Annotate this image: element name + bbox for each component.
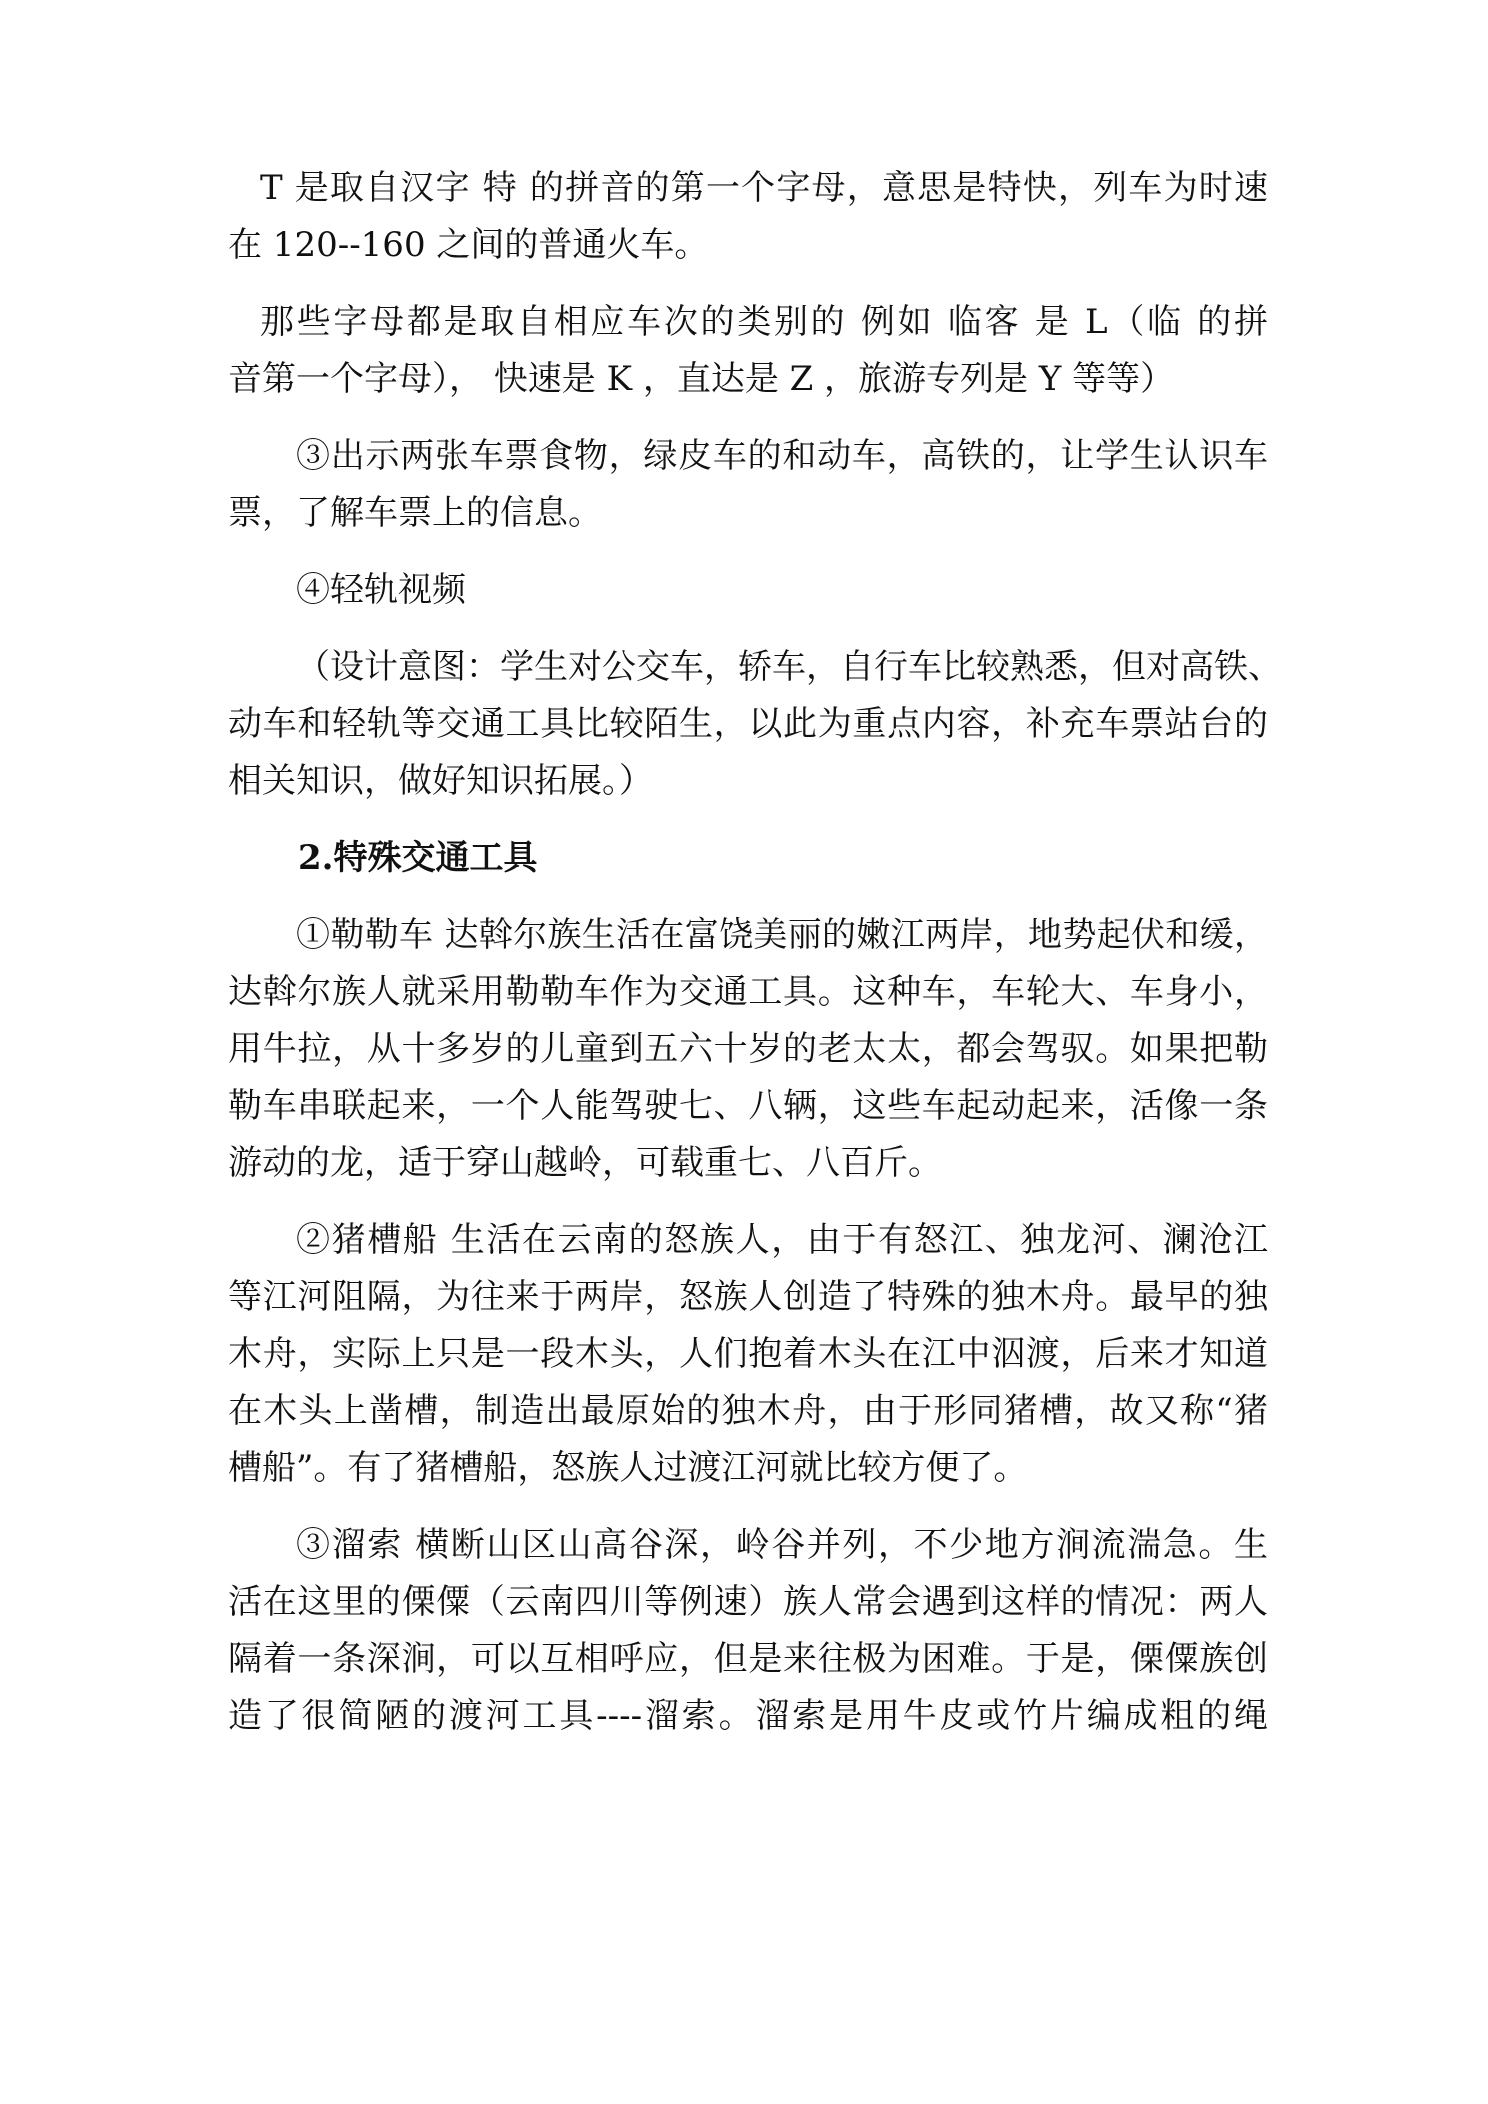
text-line: 相关知识，做好知识拓展。） bbox=[228, 761, 653, 801]
text-line: 木舟，实际上只是一段木头，人们抱着木头在江中泅渡，后来才知道 bbox=[228, 1334, 1268, 1374]
text-line: 隔着一条深涧，可以互相呼应，但是来往极为困难。于是，傈僳族创 bbox=[228, 1639, 1268, 1679]
text-line: 造了很简陋的渡河工具----溜索。溜索是用牛皮或竹片编成粗的绳 bbox=[228, 1696, 1268, 1736]
text-line: 勒车串联起来，一个人能驾驶七、八辆，这些车起动起来，活像一条 bbox=[228, 1086, 1268, 1126]
section-heading: 2.特殊交通工具 bbox=[298, 838, 538, 878]
text-line: ①勒勒车 达斡尔族生活在富饶美丽的嫩江两岸，地势起伏和缓， bbox=[296, 915, 1268, 955]
document-body bbox=[228, 160, 1282, 1745]
text-line: ③出示两张车票食物，绿皮车的和动车，高铁的，让学生认识车 bbox=[296, 436, 1268, 476]
text-line: 活在这里的傈僳（云南四川等例速）族人常会遇到这样的情况：两人 bbox=[228, 1582, 1268, 1622]
text-line: 在木头上凿槽，制造出最原始的独木舟，由于形同猪槽，故又称“猪 bbox=[228, 1391, 1268, 1431]
text-line: ③溜索 横断山区山高谷深，岭谷并列，不少地方涧流湍急。生 bbox=[296, 1525, 1268, 1565]
text-line: 槽船”。有了猪槽船，怒族人过渡江河就比较方便了。 bbox=[228, 1448, 1028, 1488]
text-line: 达斡尔族人就采用勒勒车作为交通工具。这种车，车轮大、车身小， bbox=[228, 972, 1268, 1012]
text-line: 用牛拉，从十多岁的儿童到五六十岁的老太太，都会驾驭。如果把勒 bbox=[228, 1029, 1268, 1069]
text-line: 游动的龙，适于穿山越岭，可载重七、八百斤。 bbox=[228, 1143, 942, 1183]
text-line: ④轻轨视频 bbox=[296, 570, 466, 610]
text-line: 那些字母都是取自相应车次的类别的 例如 临客 是 L（临 的拼 bbox=[260, 302, 1268, 342]
text-line: 等江河阻隔，为往来于两岸，怒族人创造了特殊的独木舟。最早的独 bbox=[228, 1277, 1268, 1317]
text-line: 在 120--160 之间的普通火车。 bbox=[228, 225, 709, 265]
text-line: 动车和轻轨等交通工具比较陌生，以此为重点内容，补充车票站台的 bbox=[228, 704, 1268, 744]
text-line: ②猪槽船 生活在云南的怒族人，由于有怒江、独龙河、澜沧江 bbox=[296, 1220, 1268, 1260]
text-line: 票，了解车票上的信息。 bbox=[228, 493, 602, 533]
text-line: （设计意图：学生对公交车，轿车，自行车比较熟悉，但对高铁、 bbox=[296, 647, 1282, 687]
text-line: 音第一个字母）， 快速是 K ，直达是 Z ，旅游专列是 Y 等等） bbox=[228, 359, 1175, 399]
text-line: T 是取自汉字 特 的拼音的第一个字母，意思是特快，列车为时速 bbox=[260, 168, 1268, 208]
